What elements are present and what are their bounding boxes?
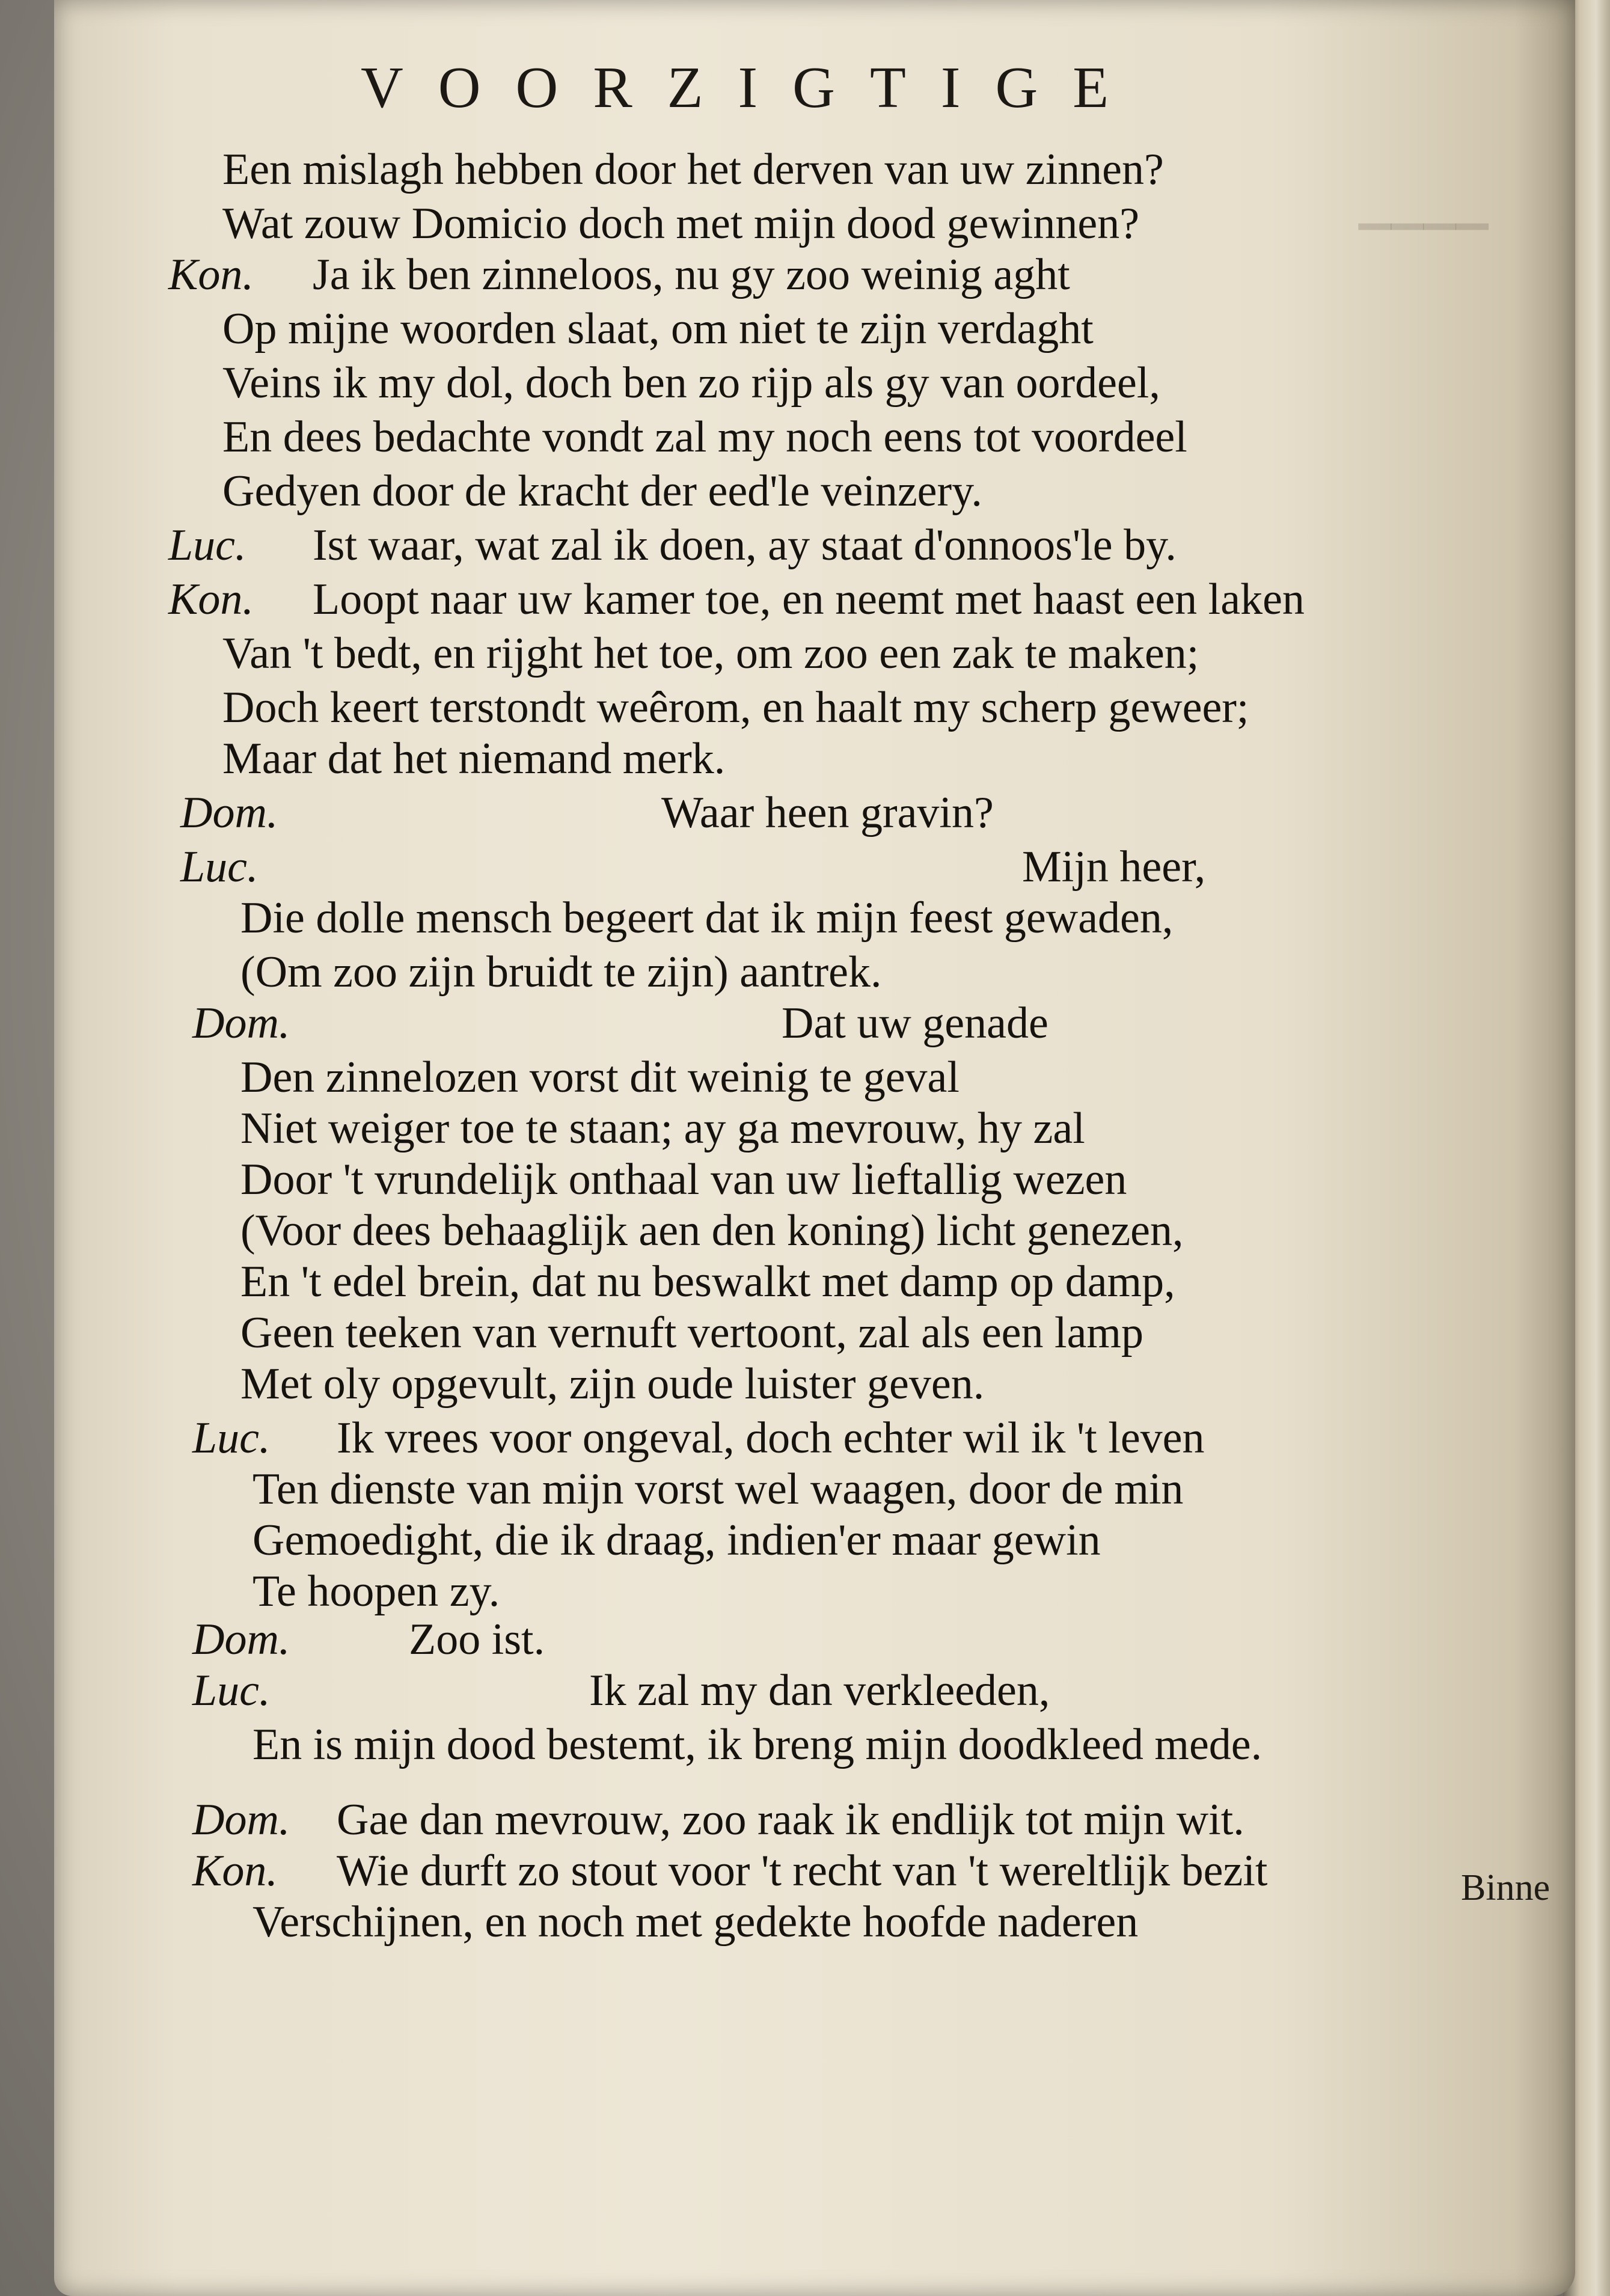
verse-line: Geen teeken van vernuft vertoont, zal als een lamp: [240, 1308, 1143, 1358]
verse-line: En 't edel brein, dat nu beswalkt met damp op damp,: [240, 1257, 1175, 1306]
verse-line: Gemoedight, die ik draag, indien'er maar gewin: [253, 1516, 1101, 1565]
verse-line: Wat zouw Domicio doch met mijn dood gewinnen?: [222, 199, 1140, 248]
verse-line: Loopt naar uw kamer toe, en neemt met haast een laken: [313, 575, 1305, 624]
verse-line: Veins ik my dol, doch ben zo rijp als gy van oordeel,: [222, 358, 1160, 408]
speaker-label: Luc.: [180, 842, 259, 892]
speaker-label: Luc.: [168, 521, 246, 570]
verse-line: Een mislagh hebben door het derven van uw zinnen?: [222, 145, 1164, 194]
speaker-label: Kon.: [192, 1846, 278, 1896]
verse-line: Den zinnelozen vorst dit weinig te geval: [240, 1053, 960, 1102]
verse-line: (Om zoo zijn bruidt te zijn) aantrek.: [240, 947, 882, 997]
speaker-label: Kon.: [168, 575, 254, 624]
verse-line: Ja ik ben zinneloos, nu gy zoo weinig aght: [313, 250, 1070, 299]
verse-line: Niet weiger toe te staan; ay ga mevrouw, hy zal: [240, 1104, 1085, 1153]
verse-line: Gedyen door de kracht der eed'le veinzery.: [222, 467, 982, 516]
verse-line: Met oly opgevult, zijn oude luister geven.: [240, 1359, 985, 1409]
verse-line: (Voor dees behaaglijk aen den koning) licht genezen,: [240, 1206, 1184, 1255]
verse-line: Mijn heer,: [1022, 842, 1206, 892]
verse-line: Ik vrees voor ongeval, doch echter wil ik 't leven: [337, 1413, 1205, 1463]
speaker-label: Dom.: [192, 1615, 290, 1664]
show-through: ▁▁▁▁: [1359, 183, 1489, 229]
verse-line: Zoo ist.: [409, 1615, 545, 1664]
verse-line: Op mijne woorden slaat, om niet te zijn verdaght: [222, 304, 1094, 354]
verse-line: Dat uw genade: [782, 999, 1048, 1048]
verse-line: Wie durft zo stout voor 't recht van 't wereltlijk bezit: [337, 1846, 1268, 1896]
verse-line: Maar dat het niemand merk.: [222, 734, 726, 783]
verse-line: Ik zal my dan verkleeden,: [589, 1666, 1050, 1715]
verse-line: Doch keert terstondt weêrom, en haalt my scherp geweer;: [222, 683, 1249, 732]
verse-line: Te hoopen zy.: [253, 1567, 500, 1616]
speaker-label: Luc.: [192, 1413, 271, 1463]
margin-stage-direction: Binne: [1461, 1867, 1550, 1908]
verse-line: Ist waar, wat zal ik doen, ay staat d'onnoos'le by.: [313, 521, 1177, 570]
verse-line: Waar heen gravin?: [661, 788, 994, 837]
running-head: VOORZIGTIGE: [361, 55, 1144, 120]
verse-line: En is mijn dood bestemt, ik breng mijn doodkleed mede.: [253, 1720, 1263, 1769]
verse-line: Ten dienste van mijn vorst wel waagen, door de min: [253, 1465, 1184, 1514]
verse-line: Gae dan mevrouw, zoo raak ik endlijk tot mijn wit.: [337, 1795, 1244, 1844]
verse-line: Die dolle mensch begeert dat ik mijn feest gewaden,: [240, 893, 1174, 943]
speaker-label: Dom.: [192, 999, 290, 1048]
speaker-label: Luc.: [192, 1666, 271, 1715]
verse-line: En dees bedachte vondt zal my noch eens tot voordeel: [222, 412, 1187, 462]
speaker-label: Dom.: [192, 1795, 290, 1844]
speaker-label: Kon.: [168, 250, 254, 299]
speaker-label: Dom.: [180, 788, 278, 837]
verse-line: Verschijnen, en noch met gedekte hoofde naderen: [253, 1897, 1139, 1947]
verse-line: Door 't vrundelijk onthaal van uw lieftallig wezen: [240, 1155, 1127, 1204]
verse-line: Van 't bedt, en rijght het toe, om zoo een zak te maken;: [222, 629, 1199, 678]
